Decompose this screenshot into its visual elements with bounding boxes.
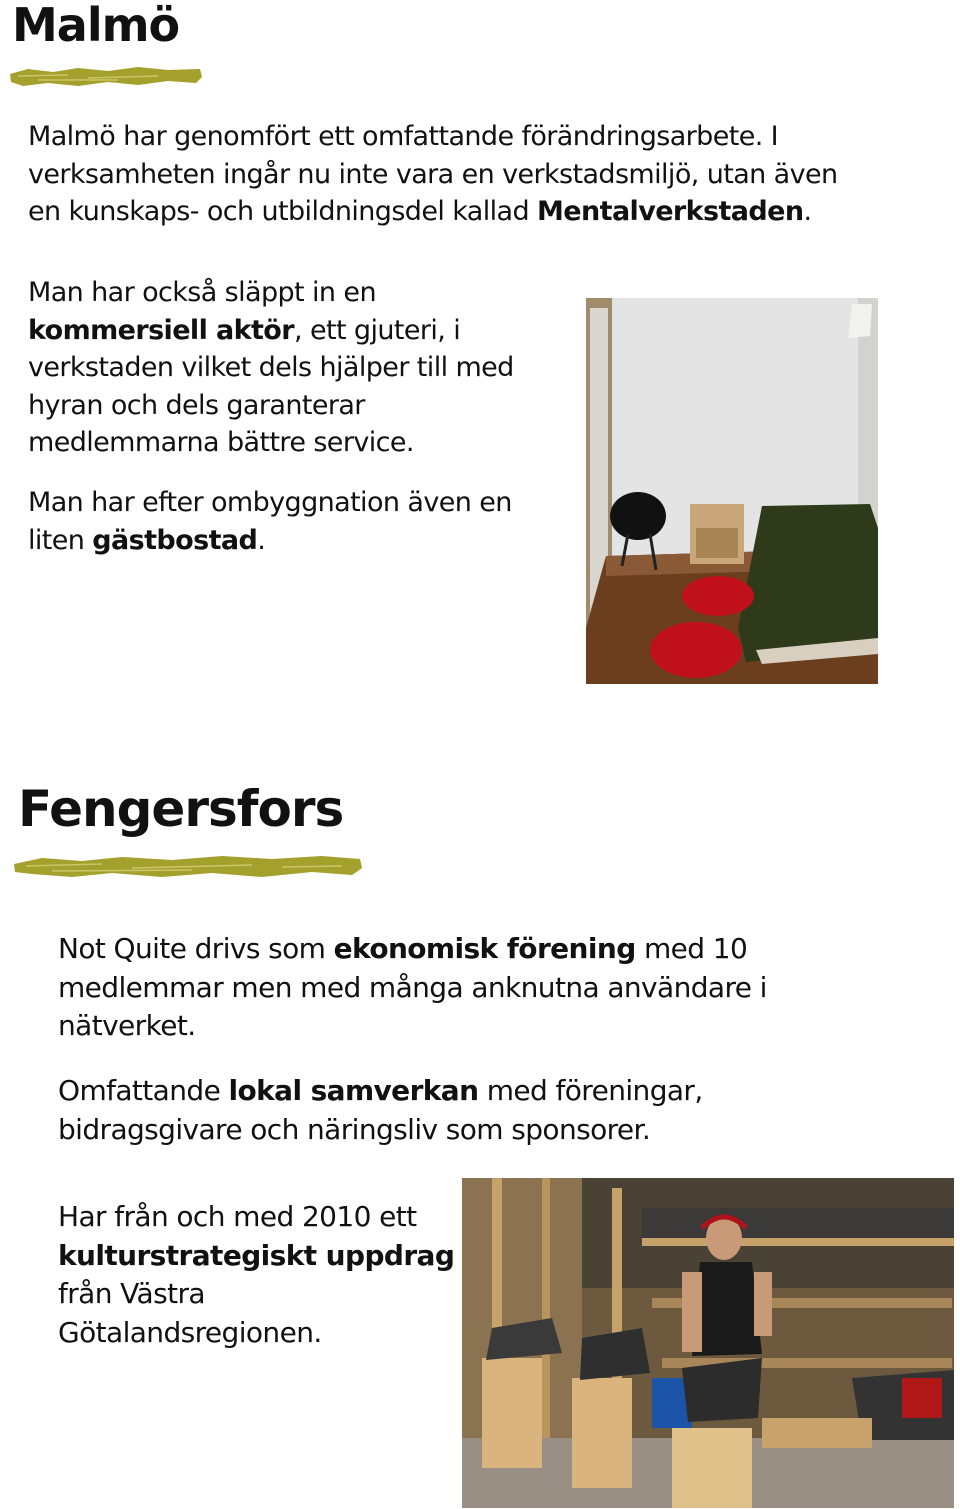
text-run: . (257, 524, 266, 556)
section-title-fengersfors: Fengersfors (18, 780, 344, 838)
malmo-paragraph-3 (28, 484, 538, 559)
text-run: . (803, 196, 812, 227)
text-run: Man har också släppt in en (28, 277, 376, 308)
brush-underline-malmo (8, 64, 204, 90)
fengersfors-paragraph-2 (58, 1072, 848, 1149)
bold-text-run: kulturstrategiskt uppdrag (58, 1238, 455, 1272)
bold-text-run: gästbostad (92, 524, 258, 556)
text-run: Omfattande (58, 1074, 229, 1107)
fengersfors-paragraph-3 (58, 1198, 458, 1352)
text-run: med föreningar, bidragsgivare och näringsliv som sponsorer. (58, 1074, 703, 1146)
brush-underline-fengersfors (12, 852, 364, 882)
text-run: Har från och med 2010 ett (58, 1200, 417, 1233)
text-run: från Västra Götalandsregionen. (58, 1277, 322, 1349)
text-run: Not Quite drivs som (58, 932, 334, 965)
malmo-paragraph-2 (28, 274, 538, 462)
guest-room-photo (586, 298, 878, 684)
forge-workshop-photo (462, 1178, 954, 1508)
text-run: , ett gjuteri, i verkstaden vilket dels hjälper till med hyran och dels garanterar medlemmarna bättre service. (28, 314, 514, 458)
malmo-paragraph-1 (28, 118, 848, 231)
fengersfors-paragraph-1 (58, 930, 848, 1046)
section-title-malmo: Malmö (12, 0, 180, 52)
text-run: med 10 medlemmar men med många anknutna användare i nätverket. (58, 932, 767, 1042)
text-run: Malmö har genomfört ett omfattande förändringsarbete. I verksamheten ingår nu inte vara en verkstadsmiljö, utan även en kunskaps- och utbildningsdel kallad (28, 121, 838, 227)
bold-text-run: ekonomisk förening (333, 932, 636, 965)
bold-text-run: Mentalverkstaden (537, 196, 804, 227)
text-run: Man har efter ombyggnation även en liten (28, 487, 512, 556)
bold-text-run: kommersiell aktör (28, 314, 294, 346)
bold-text-run: lokal samverkan (228, 1074, 479, 1107)
